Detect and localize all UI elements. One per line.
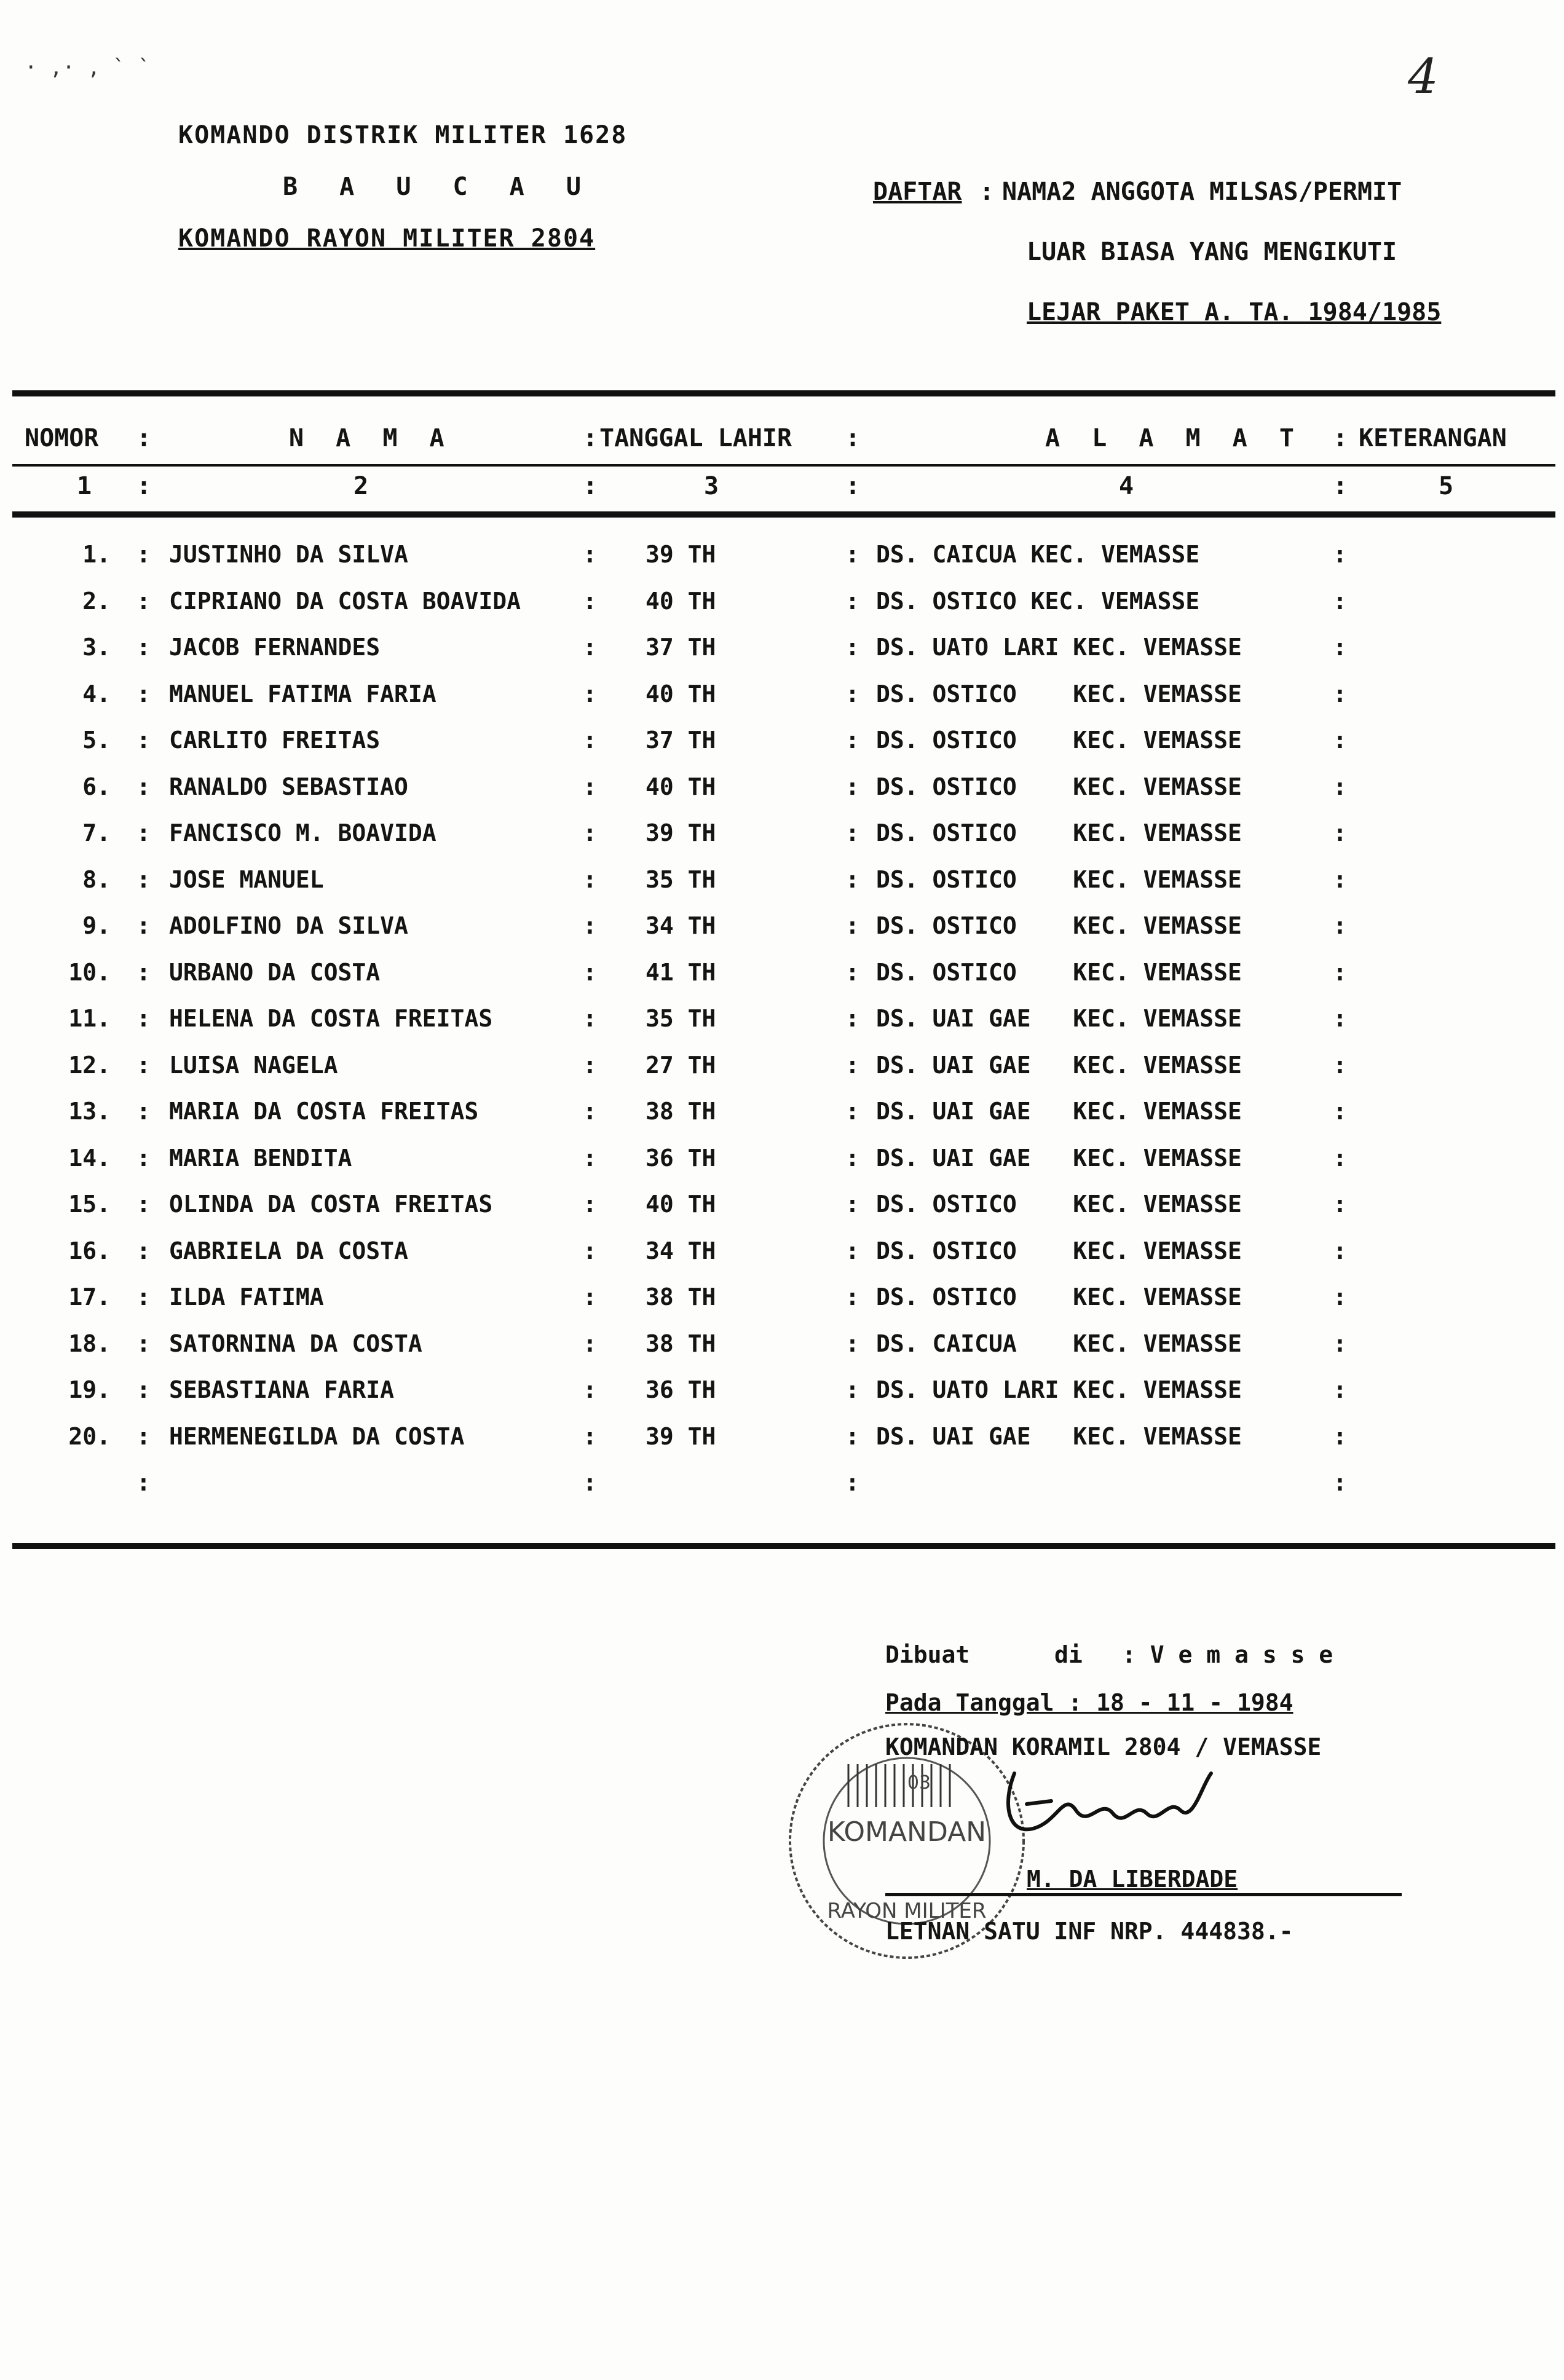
col-separator: : bbox=[583, 819, 597, 846]
col-header-alamat: A L A M A T bbox=[1045, 424, 1303, 452]
row-number: 1. bbox=[82, 541, 111, 568]
table-row bbox=[0, 1423, 1564, 1460]
row-address: DS. UAI GAE KEC. VEMASSE bbox=[876, 1098, 1242, 1125]
col-separator: : bbox=[845, 541, 859, 568]
col-separator: : bbox=[1333, 727, 1347, 754]
col-separator: : bbox=[136, 1376, 151, 1403]
col-separator: : bbox=[136, 472, 152, 500]
row-age: 40 TH bbox=[646, 587, 716, 615]
row-address: DS. OSTICO KEC. VEMASSE bbox=[876, 1191, 1242, 1218]
col-separator: : bbox=[845, 958, 859, 986]
row-address: DS. OSTICO KEC. VEMASSE bbox=[876, 1237, 1242, 1264]
col-separator: : bbox=[1333, 1144, 1347, 1172]
col-separator: : bbox=[136, 541, 151, 568]
col-separator: : bbox=[845, 1330, 859, 1357]
row-name: FANCISCO M. BOAVIDA bbox=[169, 819, 436, 846]
row-address: DS. OSTICO KEC. VEMASSE bbox=[876, 587, 1200, 615]
col-number-1: 1 bbox=[77, 472, 92, 500]
col-separator: : bbox=[1333, 958, 1347, 986]
row-name: CIPRIANO DA COSTA BOAVIDA bbox=[169, 587, 521, 615]
col-separator: : bbox=[136, 680, 151, 707]
col-separator: : bbox=[583, 1144, 597, 1172]
col-separator: : bbox=[136, 1469, 151, 1496]
row-age: 37 TH bbox=[646, 727, 716, 754]
col-separator: : bbox=[136, 1191, 151, 1218]
row-name: ADOLFINO DA SILVA bbox=[169, 912, 408, 939]
col-header-keterangan: KETERANGAN bbox=[1359, 424, 1507, 452]
col-separator: : bbox=[845, 1283, 859, 1310]
col-header-tanggal-lahir: TANGGAL LAHIR bbox=[599, 424, 792, 452]
col-separator: : bbox=[845, 1237, 859, 1264]
col-number-2: 2 bbox=[353, 472, 369, 500]
row-address: DS. OSTICO KEC. VEMASSE bbox=[876, 865, 1242, 893]
row-age: 36 TH bbox=[646, 1376, 716, 1403]
row-number: 5. bbox=[82, 727, 111, 754]
col-number-3: 3 bbox=[704, 472, 719, 500]
col-separator: : bbox=[136, 1237, 151, 1264]
table-row bbox=[0, 1145, 1564, 1181]
col-separator: : bbox=[583, 680, 597, 707]
signer-name: M. DA LIBERDADE bbox=[1027, 1866, 1238, 1893]
row-name: URBANO DA COSTA bbox=[169, 958, 381, 986]
col-separator: : bbox=[583, 865, 597, 893]
col-separator: : bbox=[136, 1144, 151, 1172]
col-separator: : bbox=[136, 912, 151, 939]
row-number: 11. bbox=[68, 1005, 111, 1032]
col-header-nama: N A M A bbox=[289, 424, 453, 452]
col-separator: : bbox=[136, 1098, 151, 1125]
row-age: 39 TH bbox=[646, 1422, 716, 1450]
col-separator: : bbox=[1333, 1098, 1347, 1125]
col-separator: : bbox=[845, 1144, 859, 1172]
col-separator: : bbox=[583, 587, 597, 615]
row-age: 34 TH bbox=[646, 912, 716, 939]
table-row bbox=[0, 588, 1564, 625]
table-row bbox=[0, 1330, 1564, 1367]
col-separator: : bbox=[583, 541, 597, 568]
row-address: DS. UAI GAE KEC. VEMASSE bbox=[876, 1422, 1242, 1450]
row-name: JACOB FERNANDES bbox=[169, 634, 381, 661]
table-body-rule bbox=[12, 511, 1555, 518]
row-address: DS. UATO LARI KEC. VEMASSE bbox=[876, 634, 1242, 661]
signer-rank: LETNAN SATU INF NRP. 444838.- bbox=[885, 1918, 1293, 1945]
col-separator: : bbox=[583, 1422, 597, 1450]
col-separator: : bbox=[583, 1376, 597, 1403]
row-number: 18. bbox=[68, 1330, 111, 1357]
row-number: 6. bbox=[82, 773, 111, 800]
table-row bbox=[0, 1005, 1564, 1042]
row-age: 40 TH bbox=[646, 1191, 716, 1218]
col-separator: : bbox=[845, 1005, 859, 1032]
row-address: DS. OSTICO KEC. VEMASSE bbox=[876, 1283, 1242, 1310]
table-row bbox=[0, 727, 1564, 763]
table-row bbox=[0, 1376, 1564, 1413]
col-separator: : bbox=[1333, 472, 1348, 500]
col-separator: : bbox=[1333, 773, 1347, 800]
table-row bbox=[0, 912, 1564, 949]
table-row bbox=[0, 541, 1564, 578]
col-separator: : bbox=[583, 634, 597, 661]
table-header-rule bbox=[12, 464, 1555, 467]
header-command-district: KOMANDO DISTRIK MILITER 1628 bbox=[178, 121, 628, 149]
made-at-label: Dibuat bbox=[885, 1641, 970, 1668]
row-name: ILDA FATIMA bbox=[169, 1283, 324, 1310]
col-separator: : bbox=[136, 634, 151, 661]
col-separator: : bbox=[583, 727, 597, 754]
col-separator: : bbox=[845, 587, 859, 615]
row-address: DS. UATO LARI KEC. VEMASSE bbox=[876, 1376, 1242, 1403]
stamp-text: KOMANDAN bbox=[827, 1816, 987, 1848]
col-separator: : bbox=[1333, 819, 1347, 846]
row-name: RANALDO SEBASTIAO bbox=[169, 773, 408, 800]
col-separator: : bbox=[845, 424, 861, 452]
col-separator: : bbox=[845, 1422, 859, 1450]
table-row bbox=[0, 819, 1564, 856]
col-separator: : bbox=[845, 865, 859, 893]
signature-rule bbox=[885, 1893, 1402, 1896]
row-address: DS. OSTICO KEC. VEMASSE bbox=[876, 773, 1242, 800]
col-number-5: 5 bbox=[1439, 472, 1454, 500]
row-number: 3. bbox=[82, 634, 111, 661]
table-row bbox=[0, 634, 1564, 671]
col-number-4: 4 bbox=[1119, 472, 1134, 500]
row-number: 20. bbox=[68, 1422, 111, 1450]
row-address: DS. UAI GAE KEC. VEMASSE bbox=[876, 1144, 1242, 1172]
row-age: 35 TH bbox=[646, 865, 716, 893]
col-separator: : bbox=[583, 424, 598, 452]
header-command-rayon: KOMANDO RAYON MILITER 2804 bbox=[178, 224, 596, 253]
row-name: MARIA DA COSTA FREITAS bbox=[169, 1098, 479, 1125]
header-right: DAFTAR : NAMA2 ANGGOTA MILSAS/PERMIT LUAR BIASA YANG MENGIKUTI LEJAR PAKET A. TA. 1984/1985 bbox=[873, 179, 1525, 360]
row-age: 35 TH bbox=[646, 1005, 716, 1032]
row-number: 17. bbox=[68, 1283, 111, 1310]
table-bottom-rule bbox=[12, 1543, 1555, 1549]
row-name: SATORNINA DA COSTA bbox=[169, 1330, 422, 1357]
col-separator: : bbox=[136, 1283, 151, 1310]
col-separator: : bbox=[136, 773, 151, 800]
row-number: 8. bbox=[82, 865, 111, 893]
col-separator: : bbox=[1333, 424, 1348, 452]
table-row bbox=[0, 866, 1564, 903]
col-separator: : bbox=[845, 1051, 859, 1079]
col-separator: : bbox=[1333, 1005, 1347, 1032]
col-separator: : bbox=[845, 773, 859, 800]
row-name: MANUEL FATIMA FARIA bbox=[169, 680, 436, 707]
row-number: 16. bbox=[68, 1237, 111, 1264]
made-at-di: di bbox=[1054, 1641, 1083, 1668]
handwritten-signature bbox=[990, 1749, 1223, 1847]
col-separator: : bbox=[583, 1005, 597, 1032]
col-separator: : bbox=[136, 727, 151, 754]
header-title-line1: NAMA2 ANGGOTA MILSAS/PERMIT bbox=[1002, 178, 1402, 206]
row-address: DS. UAI GAE KEC. VEMASSE bbox=[876, 1005, 1242, 1032]
col-separator: : bbox=[1333, 634, 1347, 661]
row-age: 27 TH bbox=[646, 1051, 716, 1079]
row-name: JUSTINHO DA SILVA bbox=[169, 541, 408, 568]
table-row bbox=[0, 1191, 1564, 1227]
col-separator: : bbox=[1333, 1422, 1347, 1450]
row-name: GABRIELA DA COSTA bbox=[169, 1237, 408, 1264]
row-name: MARIA BENDITA bbox=[169, 1144, 352, 1172]
row-number: 10. bbox=[68, 958, 111, 986]
header-daftar-label: DAFTAR bbox=[873, 178, 962, 206]
col-separator: : bbox=[583, 1330, 597, 1357]
col-separator: : bbox=[845, 1098, 859, 1125]
col-separator: : bbox=[583, 958, 597, 986]
col-separator: : bbox=[583, 1191, 597, 1218]
col-separator: : bbox=[583, 1098, 597, 1125]
row-name: JOSE MANUEL bbox=[169, 865, 324, 893]
col-separator: : bbox=[1333, 1191, 1347, 1218]
col-separator: : bbox=[136, 958, 151, 986]
row-age: 37 TH bbox=[646, 634, 716, 661]
col-separator: : bbox=[845, 912, 859, 939]
header-left bbox=[178, 123, 646, 251]
table-row bbox=[0, 1052, 1564, 1089]
table-row bbox=[0, 959, 1564, 996]
row-address: DS. UAI GAE KEC. VEMASSE bbox=[876, 1051, 1242, 1079]
stamp-arc-text: RAYON MILITER bbox=[827, 1899, 987, 1923]
row-name: OLINDA DA COSTA FREITAS bbox=[169, 1191, 493, 1218]
row-address: DS. OSTICO KEC. VEMASSE bbox=[876, 727, 1242, 754]
col-separator: : bbox=[1333, 1283, 1347, 1310]
col-separator: : bbox=[1333, 1237, 1347, 1264]
table-row bbox=[0, 773, 1564, 810]
row-number: 15. bbox=[68, 1191, 111, 1218]
col-separator: : bbox=[845, 1191, 859, 1218]
col-separator: : bbox=[136, 865, 151, 893]
row-address: DS. CAICUA KEC. VEMASSE bbox=[876, 1330, 1242, 1357]
col-separator: : bbox=[1333, 1469, 1347, 1496]
col-separator: : bbox=[845, 634, 859, 661]
col-separator: : bbox=[136, 424, 152, 452]
col-separator: : bbox=[845, 1469, 859, 1496]
table-header-row bbox=[0, 424, 1564, 455]
table-top-rule bbox=[12, 390, 1555, 396]
row-age: 40 TH bbox=[646, 680, 716, 707]
header-title-line3: LEJAR PAKET A. TA. 1984/1985 bbox=[1027, 298, 1442, 326]
col-separator: : bbox=[136, 587, 151, 615]
header-title-line2: LUAR BIASA YANG MENGIKUTI bbox=[1027, 238, 1397, 266]
row-name: HELENA DA COSTA FREITAS bbox=[169, 1005, 493, 1032]
row-address: DS. OSTICO KEC. VEMASSE bbox=[876, 958, 1242, 986]
row-name: SEBASTIANA FARIA bbox=[169, 1376, 395, 1403]
col-separator: : bbox=[1333, 680, 1347, 707]
col-separator: : bbox=[1333, 541, 1347, 568]
row-age: 38 TH bbox=[646, 1283, 716, 1310]
page-number: 4 bbox=[1408, 49, 1439, 104]
col-separator: : bbox=[1333, 912, 1347, 939]
row-number: 7. bbox=[82, 819, 111, 846]
row-address: DS. CAICUA KEC. VEMASSE bbox=[876, 541, 1200, 568]
col-separator: : bbox=[136, 1330, 151, 1357]
table-row bbox=[0, 1098, 1564, 1135]
table-row bbox=[0, 1237, 1564, 1274]
row-age: 39 TH bbox=[646, 819, 716, 846]
row-number: 9. bbox=[82, 912, 111, 939]
table-column-number-row bbox=[0, 472, 1564, 503]
col-separator: : bbox=[1333, 865, 1347, 893]
table-row bbox=[0, 1283, 1564, 1320]
col-separator: : bbox=[1333, 1330, 1347, 1357]
table-row-empty bbox=[0, 1469, 1564, 1506]
row-number: 19. bbox=[68, 1376, 111, 1403]
col-separator: : bbox=[136, 819, 151, 846]
col-separator: : bbox=[1333, 1376, 1347, 1403]
col-separator: : bbox=[583, 773, 597, 800]
row-age: 40 TH bbox=[646, 773, 716, 800]
row-name: LUISA NAGELA bbox=[169, 1051, 338, 1079]
row-age: 39 TH bbox=[646, 541, 716, 568]
row-age: 38 TH bbox=[646, 1098, 716, 1125]
row-name: HERMENEGILDA DA COSTA bbox=[169, 1422, 465, 1450]
col-header-nomor: NOMOR bbox=[25, 424, 99, 452]
made-at-value: : V e m a s s e bbox=[1122, 1641, 1333, 1668]
row-number: 13. bbox=[68, 1098, 111, 1125]
row-number: 12. bbox=[68, 1051, 111, 1079]
row-address: DS. OSTICO KEC. VEMASSE bbox=[876, 680, 1242, 707]
col-separator: : bbox=[1333, 587, 1347, 615]
row-number: 14. bbox=[68, 1144, 111, 1172]
col-separator: : bbox=[845, 1376, 859, 1403]
date-line: Pada Tanggal : 18 - 11 - 1984 bbox=[885, 1689, 1293, 1716]
table-row bbox=[0, 680, 1564, 717]
col-separator: : bbox=[845, 472, 861, 500]
col-separator: : bbox=[136, 1422, 151, 1450]
row-age: 36 TH bbox=[646, 1144, 716, 1172]
col-separator: : bbox=[583, 912, 597, 939]
col-separator: : bbox=[583, 1051, 597, 1079]
col-separator: : bbox=[583, 1237, 597, 1264]
col-separator: : bbox=[845, 819, 859, 846]
col-separator: : bbox=[1333, 1051, 1347, 1079]
col-separator: : bbox=[136, 1051, 151, 1079]
row-number: 4. bbox=[82, 680, 111, 707]
signer-position: KOMANDAN KORAMIL 2804 / VEMASSE bbox=[885, 1733, 1322, 1760]
row-age: 41 TH bbox=[646, 958, 716, 986]
col-separator: : bbox=[136, 1005, 151, 1032]
col-separator: : bbox=[583, 1283, 597, 1310]
row-number: 2. bbox=[82, 587, 111, 615]
row-name: CARLITO FREITAS bbox=[169, 727, 381, 754]
scan-artifact: · ,· , ` ` bbox=[25, 55, 151, 80]
col-separator: : bbox=[845, 727, 859, 754]
col-separator: : bbox=[845, 680, 859, 707]
stamp-number: 03 bbox=[907, 1772, 931, 1794]
header-city: B A U C A U bbox=[283, 173, 594, 201]
row-address: DS. OSTICO KEC. VEMASSE bbox=[876, 819, 1242, 846]
col-separator: : bbox=[583, 1469, 597, 1496]
col-separator: : bbox=[583, 472, 598, 500]
row-address: DS. OSTICO KEC. VEMASSE bbox=[876, 912, 1242, 939]
row-age: 38 TH bbox=[646, 1330, 716, 1357]
row-age: 34 TH bbox=[646, 1237, 716, 1264]
